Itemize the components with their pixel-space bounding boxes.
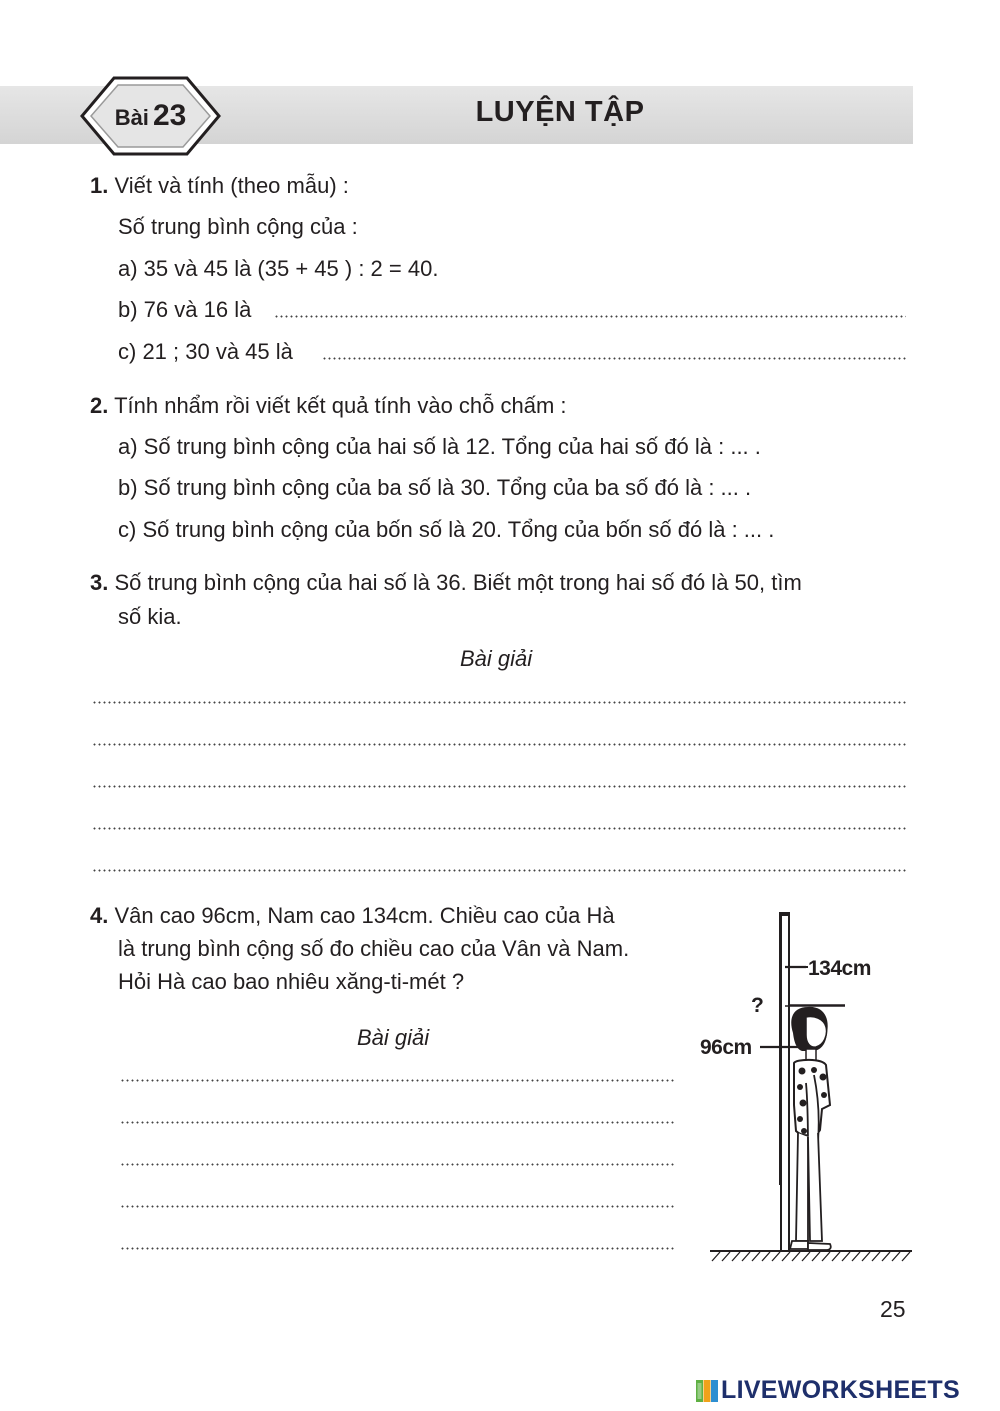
ex3-answer-line-2[interactable] [92,743,906,746]
ex2-number: 2. [90,393,109,418]
ex1-item-b: b) 76 và 16 là [118,297,252,322]
page-title: LUYỆN TẬP [475,96,645,128]
label-question: ? [751,994,764,1017]
ex2-item-a: a) Số trung bình cộng của hai số là 12. Tổng của hai số đó là : ... . [118,434,761,459]
badge-number: 23 [152,99,187,132]
ex2-heading [90,392,567,420]
ex3-answer-line-4[interactable] [92,827,906,830]
ex4-solution-label: Bài giải [357,1025,430,1050]
ex3-number: 3. [90,570,109,595]
ex4-answer-line-5[interactable] [120,1247,676,1250]
liveworksheets-logo-icon [696,1380,718,1402]
ex4-answer-line-1[interactable] [120,1079,676,1082]
ex4-line2: là trung bình cộng số đo chiều cao của Vân và Nam. [118,936,630,961]
ex4-number: 4. [90,903,109,928]
ex3-heading [90,569,802,597]
ex1-number: 1. [90,173,109,198]
ex4-line1: Vân cao 96cm, Nam cao 134cm. Chiều cao của Hà [114,903,615,928]
ex4-answer-line-3[interactable] [120,1163,676,1166]
ex4-answer-line-4[interactable] [120,1205,676,1208]
ex3-line2: số kia. [118,604,182,629]
ex1-heading [90,172,349,200]
ex3-line1: Số trung bình cộng của hai số là 36. Biết một trong hai số đó là 50, tìm [114,570,802,595]
ex2-item-b: b) Số trung bình cộng của ba số là 30. Tổng của ba số đó là : ... . [118,475,752,500]
page-number: 25 [880,1296,906,1322]
ex3-answer-line-3[interactable] [92,785,906,788]
ex1-item-a: a) 35 và 45 là (35 + 45 ) : 2 = 40. [118,256,439,281]
ex3-answer-line-1[interactable] [92,701,906,704]
girl-figure [690,905,920,1265]
label-134cm: 134cm [808,957,871,980]
ex4-answer-line-2[interactable] [120,1121,676,1124]
ex1-answer-line-c[interactable] [322,357,906,360]
label-96cm: 96cm [700,1036,752,1059]
ex4-heading [90,902,615,930]
ex2-item-c: c) Số trung bình cộng của bốn số là 20. Tổng của bốn số đó là : ... . [118,517,775,542]
ex3-solution-label: Bài giải [460,646,533,671]
ex1-answer-line-b[interactable] [274,315,906,318]
ex2-prompt: Tính nhẩm rồi viết kết quả tính vào chỗ chấm : [114,393,567,418]
ex1-prompt: Viết và tính (theo mẫu) : [114,173,349,198]
ex4-line3: Hỏi Hà cao bao nhiêu xăng-ti-mét ? [118,969,465,994]
ex3-answer-line-5[interactable] [92,869,906,872]
watermark [696,1376,960,1405]
ex1-intro: Số trung bình cộng của : [118,214,358,239]
badge-word: Bài [114,105,149,130]
ex1-item-c: c) 21 ; 30 và 45 là [118,339,293,364]
lesson-badge [78,74,223,158]
watermark-text: LIVEWORKSHEETS [721,1376,960,1404]
